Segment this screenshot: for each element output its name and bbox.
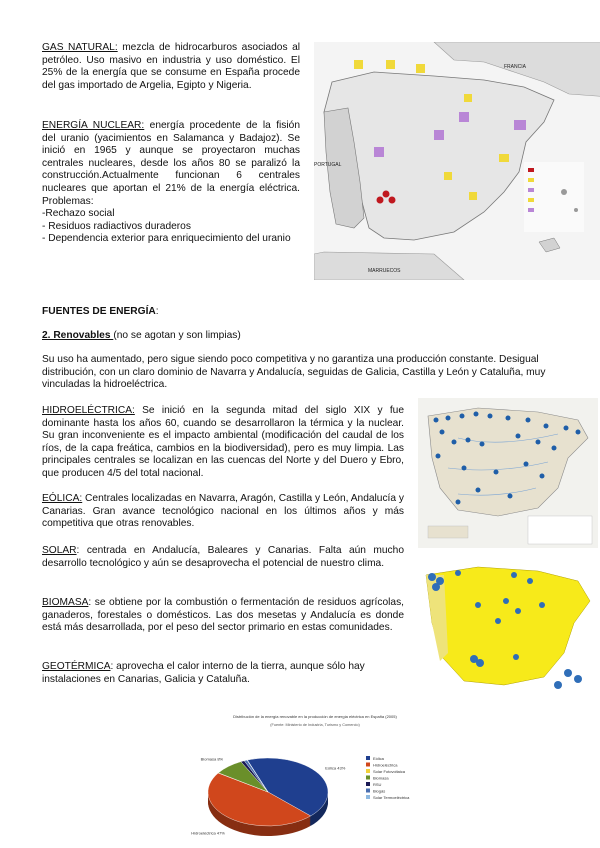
nuclear-problem-1: -Rechazo social: [42, 208, 115, 220]
renewables-pie-chart: [180, 714, 450, 844]
geo-title: GEOTÉRMICA: [42, 661, 111, 672]
legend-label-5: Biogás: [373, 788, 386, 794]
pie-svg: [180, 714, 450, 844]
legend-swatch-1: [366, 763, 370, 767]
gas-nuclear-map: [314, 42, 600, 280]
map-label-portugal: PORTUGAL: [314, 162, 342, 168]
renovables-subtitle: (no se agotan y son limpias): [113, 330, 241, 341]
eolica-text: Centrales localizadas en Navarra, Aragón, Castilla y León, Andalucía y Canarias. Gran avance tecnológico nacional en los últimos años y más competitiva que otras renovables.: [42, 493, 404, 530]
gas-title: GAS NATURAL:: [42, 42, 118, 53]
hydro-map: [418, 398, 598, 548]
gas-text: mezcla de hidrocarburos asociados al petróleo. Uso masivo en industria y uso doméstico. El 25% de la energía que se consume en España procede del gas importado de Argelia, Egipto y Nigeria.: [42, 42, 300, 91]
legend-swatch-5: [366, 789, 370, 793]
pie-label-1: Hidroeléctrica 47%: [191, 830, 225, 836]
legend-swatch-4: [366, 782, 370, 786]
legend-label-1: Hidroeléctrica: [373, 762, 398, 768]
fuentes-heading-colon: :: [155, 306, 159, 317]
pie-label-0: Eólica 43%: [325, 765, 346, 771]
renovables-heading: [42, 330, 442, 343]
geo-text: : aprovecha el calor interno de la tierra, aunque sólo hay instalaciones en Canarias, Galicia y Cataluña.: [42, 661, 365, 685]
eolica-paragraph: [42, 493, 404, 531]
legend-swatch-0: [366, 756, 370, 760]
map-label-france: FRANCIA: [504, 64, 526, 70]
legend-label-2: Solar Fotovoltaica: [373, 768, 406, 774]
legend-label-6: Solar Termoeléctrica: [373, 794, 410, 800]
solar-title: SOLAR: [42, 545, 77, 556]
hydro-map-svg: [418, 398, 598, 548]
biomasa-title: BIOMASA: [42, 597, 89, 608]
biomasa-paragraph: [42, 597, 404, 635]
biomasa-text: : se obtiene por la combustión o fermentación de residuos agrícolas, ganaderos, forestales o domésticos. Las dos mesetas y Andalucía es donde está más desarrollada, por el peso del sector primario en estas comunidades.: [42, 597, 404, 634]
legend-label-4: RSU: [373, 781, 382, 787]
legend-swatch-3: [366, 776, 370, 780]
nuclear-paragraph: [42, 120, 300, 246]
legend-label-3: Biomasa: [373, 775, 389, 781]
nuclear-problem-3: - Dependencia exterior para enriquecimiento del uranio: [42, 233, 291, 245]
solar-map: [418, 553, 598, 710]
chart-subtitle: (Fuente: Ministerio de Industria, Turismo y Comercio): [270, 723, 360, 727]
geo-paragraph: [42, 661, 404, 686]
gas-paragraph: [42, 42, 300, 92]
legend-label-0: Eólica: [373, 755, 384, 761]
nuclear-problem-2: - Residuos radiactivos duraderos: [42, 220, 191, 232]
hidro-title: HIDROELÉCTRICA:: [42, 405, 135, 416]
solar-paragraph: [42, 545, 404, 570]
legend-swatch-2: [366, 769, 370, 773]
solar-map-svg: [418, 553, 598, 710]
solar-text: : centrada en Andalucía, Baleares y Canarias. Falta aún mucho desarrollo tecnológico y aún se desaprovecha el potencial de nuestro clima.: [42, 545, 404, 569]
renovables-intro: Su uso ha aumentado, pero sigue siendo poco competitiva y no garantiza una producción constante. Desigual distribución, con un claro dominio de Navarra y Andalucía, seguidas de Galicia, Castilla y León y Cataluña, muy vinculadas la hidroeléctrica.: [42, 354, 546, 391]
nuclear-text: energía procedente de la fisión del uranio (yacimientos en Salamanca y Badajoz). Se inició en 1965 y aunque se proyectaron muchas centrales nucleares, desde los años 80 se paralizó la construcción.Actualmente funcionan 6 centrales nucleares que aportan el 21% de la energía eléctrica. Problemas:: [42, 120, 300, 207]
nuclear-title: ENERGÍA NUCLEAR:: [42, 120, 145, 131]
gas-nuclear-map-svg: [314, 42, 600, 280]
hidro-text: Se inició en la segunda mitad del siglo XIX y fue dominante hasta los años 60, cuando se desarrollaron la térmica y la nuclear. Su gran inconveniente es el impacto ambiental (modificación del caudal de los ríos, de la capa freática, cambios en la biodiversidad), pero es muy limpia. Las principales centrales se localizan en las cuencas del Norte y del Duero y Ebro, que producen 4/5 del total nacional.: [42, 405, 404, 479]
legend-swatch-6: [366, 795, 370, 799]
pie-label-3: Biomasa 8%: [200, 756, 224, 762]
renovables-title: 2. Renovables: [42, 330, 114, 341]
hidro-paragraph: [42, 405, 404, 481]
fuentes-heading: [42, 306, 342, 319]
eolica-title: EÓLICA:: [42, 493, 83, 504]
fuentes-heading-text: FUENTES DE ENERGÍA: [42, 306, 156, 317]
chart-title: Distribución de la energía renovable en la producción de energía eléctrica en España (2005): [233, 714, 397, 719]
map-label-morocco: MARRUECOS: [368, 268, 401, 274]
